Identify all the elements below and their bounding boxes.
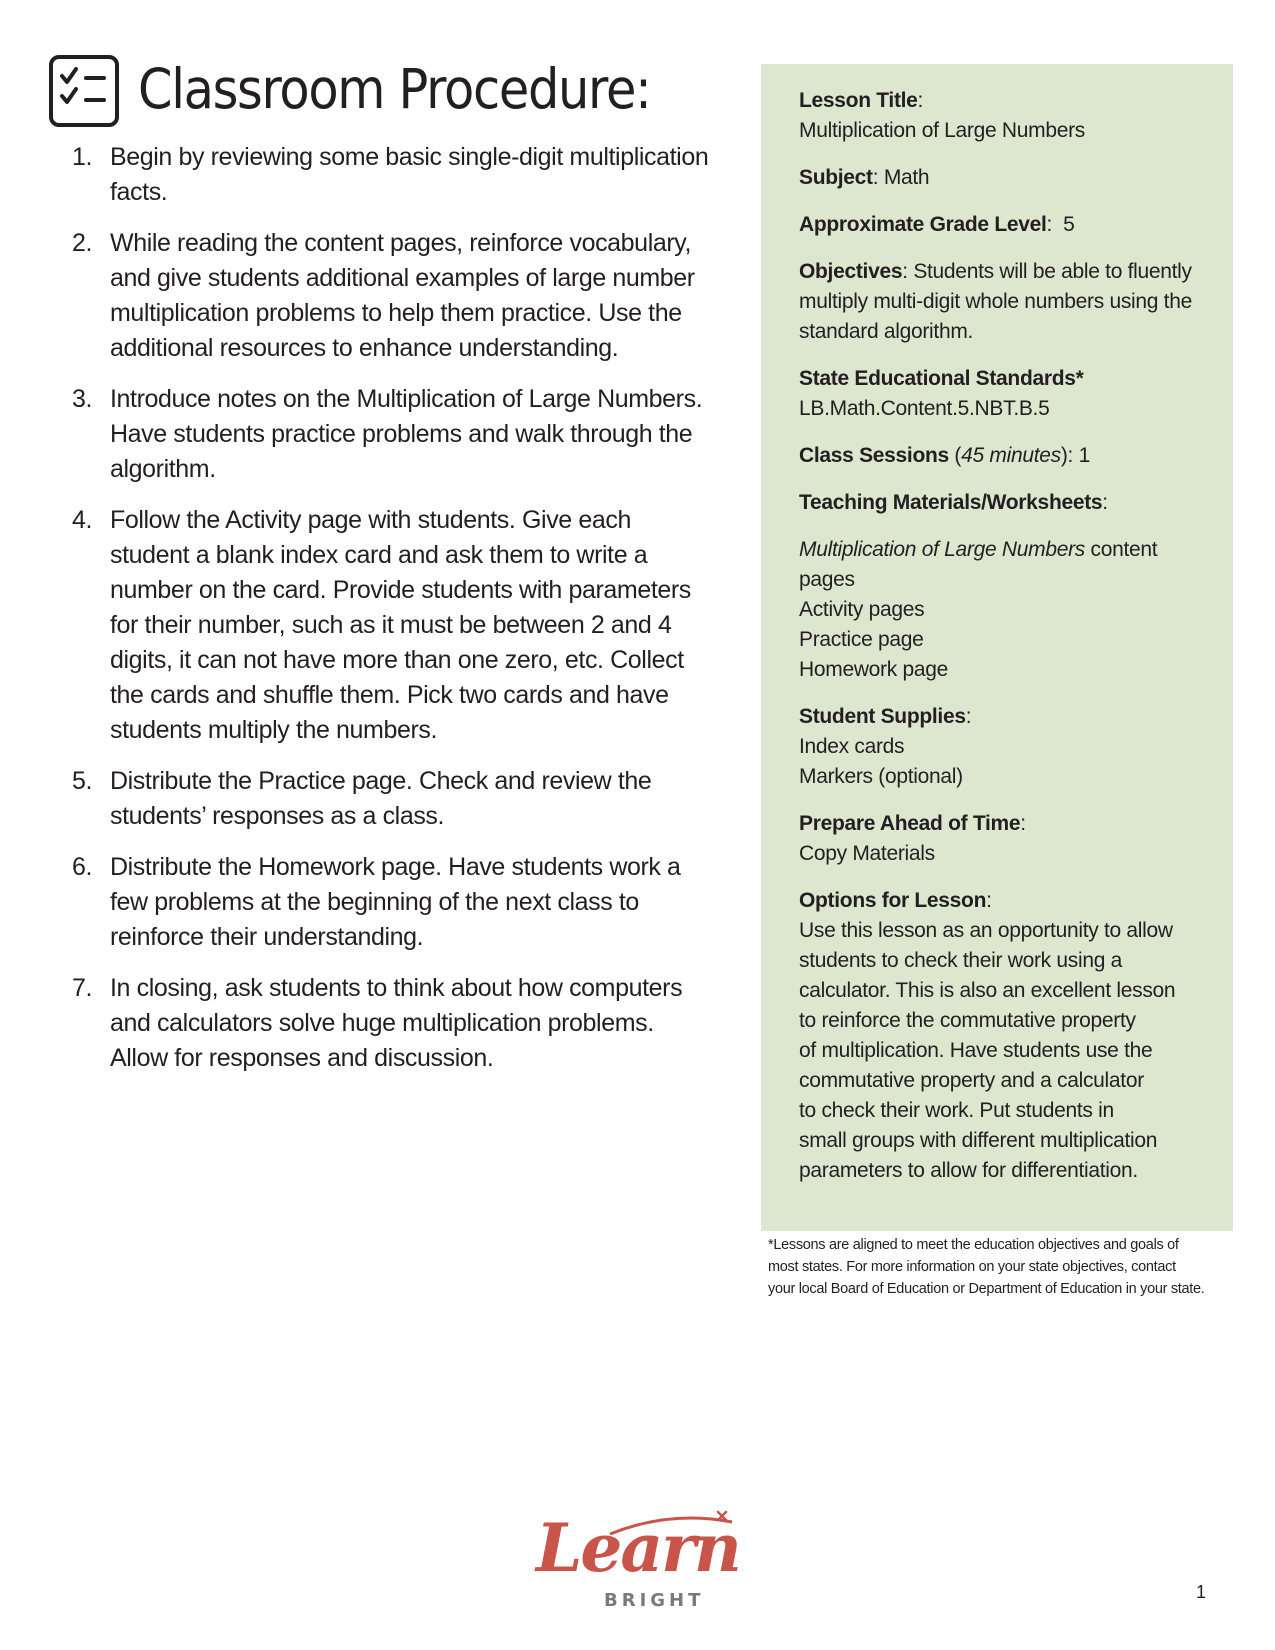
materials-item [799, 535, 1213, 595]
step-text: Distribute the Homework page. Have students work a few problems at the beginning of the next class to reinforce their understanding. [110, 853, 681, 951]
supplies-item: Index cards [799, 735, 905, 758]
subject-value: Math [883, 166, 930, 189]
sessions-section [799, 441, 1213, 471]
step-number: 1. [72, 143, 93, 171]
options-line: calculator. This is also an excellent lesson [799, 979, 1176, 1002]
footnote-line: most states. For more information on your state objectives, contact [768, 1259, 1176, 1275]
sessions-label: Class Sessions [799, 444, 949, 467]
supplies-section [799, 702, 1213, 792]
materials-item: Homework page [799, 658, 949, 681]
step-text: Distribute the Practice page. Check and review the students’ responses as a class. [110, 767, 652, 830]
standards-section [799, 364, 1213, 424]
step-text: Introduce notes on the Multiplication of Large Numbers. Have students practice problems and walk through the algorithm. [110, 385, 703, 483]
step-number: 7. [72, 974, 93, 1002]
separator: ): [1060, 444, 1079, 467]
subject-label: Subject [799, 166, 873, 189]
step-text: Follow the Activity page with students. Give each student a blank index card and ask them to write a number on the card. Provide students with parameters for their number, such as it must be between 2 and 4 digits, it can not have more than one zero, etc. Collect the cards and shuffle them. Pick two cards and have students multiply the numbers. [110, 506, 691, 744]
lesson-info-sidebar [761, 64, 1233, 1231]
step-number: 3. [72, 385, 93, 413]
standards-label: State Educational Standards* [799, 367, 1084, 390]
logo-subtext: BRIGHT [604, 1590, 705, 1611]
procedure-step-6 [70, 850, 710, 955]
options-line: of multiplication. Have students use the [799, 1039, 1153, 1062]
separator: : [965, 705, 972, 728]
separator: : [1020, 812, 1026, 835]
lesson-title-label: Lesson Title [799, 89, 918, 112]
options-line: commutative property and a calculator [799, 1069, 1144, 1092]
prepare-label: Prepare Ahead of Time [799, 812, 1021, 835]
separator: ( [948, 444, 962, 467]
separator: : [986, 889, 992, 912]
separator: : [902, 260, 914, 283]
separator: : [917, 89, 924, 112]
procedure-step-3 [70, 382, 710, 487]
logo-wordmark: Learn [536, 1509, 740, 1587]
page-title: Classroom Procedure: [138, 57, 651, 121]
grade-label: Approximate Grade Level [799, 213, 1047, 236]
prepare-value: Copy Materials [799, 842, 935, 865]
options-section [799, 886, 1213, 1186]
separator: : [1102, 491, 1108, 514]
procedure-step-1 [70, 140, 710, 210]
separator: : [1046, 213, 1064, 236]
materials-item: Practice page [799, 628, 924, 651]
procedure-list [70, 140, 710, 1092]
materials-section [799, 488, 1213, 685]
materials-item-rest: content pages [799, 538, 1158, 591]
grade-section [799, 210, 1213, 240]
objectives-value: Students will be able to fluently multiply multi-digit whole numbers using the standard algorithm. [799, 260, 1192, 343]
standards-value: LB.Math.Content.5.NBT.B.5 [799, 397, 1050, 420]
separator: : [872, 166, 884, 189]
options-line: students to check their work using a [799, 949, 1123, 972]
step-text: While reading the content pages, reinforce vocabulary, and give students additional examples of large number multiplication problems to help them practice. Use the additional resources to enhance understanding. [110, 229, 695, 362]
standards-footnote [768, 1234, 1248, 1300]
sessions-duration: 45 minutes [961, 444, 1061, 467]
options-line: Use this lesson as an opportunity to allow [799, 919, 1173, 942]
grade-value: 5 [1063, 213, 1075, 236]
page-header [48, 52, 688, 132]
materials-item: Activity pages [799, 598, 925, 621]
step-number: 4. [72, 506, 93, 534]
step-number: 5. [72, 767, 93, 795]
sessions-value: 1 [1078, 444, 1091, 467]
footnote-line: *Lessons are aligned to meet the education objectives and goals of [768, 1237, 1179, 1253]
subject-section [799, 163, 1213, 193]
step-text: In closing, ask students to think about how computers and calculators solve huge multiplication problems. Allow for responses and discussion. [110, 974, 683, 1072]
step-number: 2. [72, 229, 93, 257]
options-line: to check their work. Put students in [799, 1099, 1114, 1122]
learn-bright-logo [530, 1508, 740, 1618]
procedure-step-5 [70, 764, 710, 834]
prepare-section [799, 809, 1213, 869]
options-line: to reinforce the commutative property [799, 1009, 1136, 1032]
step-number: 6. [72, 853, 93, 881]
procedure-step-7 [70, 971, 710, 1076]
procedure-step-2 [70, 226, 710, 366]
options-label: Options for Lesson [799, 889, 987, 912]
objectives-label: Objectives [799, 260, 903, 283]
supplies-item: Markers (optional) [799, 765, 963, 788]
options-line: small groups with different multiplication [799, 1129, 1158, 1152]
page-number: 1 [1196, 1582, 1207, 1602]
materials-label: Teaching Materials/Worksheets [799, 491, 1103, 514]
lesson-title-value: Multiplication of Large Numbers [799, 119, 1086, 142]
step-text: Begin by reviewing some basic single-digit multiplication facts. [110, 143, 709, 206]
lesson-title-section [799, 86, 1213, 146]
procedure-step-4 [70, 503, 710, 748]
materials-item-title: Multiplication of Large Numbers [799, 538, 1086, 561]
supplies-label: Student Supplies [799, 705, 966, 728]
objectives-section [799, 257, 1213, 347]
options-line: parameters to allow for differentiation. [799, 1159, 1138, 1182]
checklist-icon [48, 54, 120, 128]
footnote-line: your local Board of Education or Department of Education in your state. [768, 1281, 1205, 1297]
